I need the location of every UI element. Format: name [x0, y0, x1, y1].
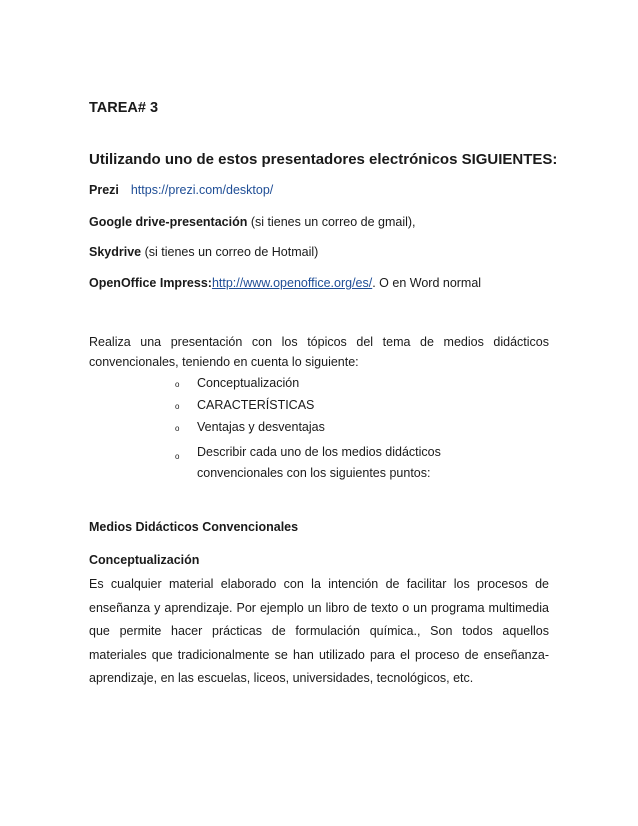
- skydrive-note: (si tienes un correo de Hotmail): [141, 245, 319, 259]
- openoffice-link[interactable]: http://www.openoffice.org/es/: [211, 276, 373, 290]
- prezi-name: Prezi: [89, 183, 119, 197]
- bullet-marker-icon: o: [175, 380, 180, 389]
- skydrive-name: Skydrive: [89, 245, 142, 259]
- instructions-paragraph: Realiza una presentación con los tópicos del tema de medios didácticos convencionales, teniendo en cuenta lo siguiente:: [89, 335, 549, 369]
- section-body: Es cualquier material elaborado con la intención de facilitar los procesos de enseñanza y aprendizaje. Por ejemplo un libro de texto o un programa multimedia que permite hacer prácticas de formulación química., Son todos aquellos materiales que tradicionalmente se han utilizado para el proceso de enseñanza-aprendizaje, en las escuelas, liceos, universidades, tecnológicos, etc.: [89, 577, 549, 685]
- bullet-marker-icon: o: [175, 424, 180, 433]
- bullet-list: [175, 376, 475, 484]
- openoffice-name: OpenOffice Impress:: [89, 276, 212, 290]
- section-subtitle: Conceptualización: [89, 553, 200, 567]
- prezi-link[interactable]: https://prezi.com/desktop/: [130, 183, 274, 197]
- google-note: (si tienes un correo de gmail),: [247, 215, 416, 229]
- skydrive-line: [89, 245, 318, 259]
- list-item: [175, 442, 462, 484]
- bullet-text: CARACTERÍSTICAS: [197, 398, 315, 412]
- main-heading: Utilizando uno de estos presentadores electrónicos SIGUIENTES:: [89, 151, 558, 168]
- bullet-marker-icon: o: [175, 452, 180, 461]
- google-line: [89, 215, 416, 229]
- bullet-marker-icon: o: [175, 402, 180, 411]
- bullet-text: Ventajas y desventajas: [197, 420, 325, 434]
- prezi-line: [89, 183, 273, 197]
- list-item: [175, 420, 475, 442]
- list-item: [175, 376, 475, 398]
- page-title: TAREA# 3: [89, 100, 159, 116]
- section-title: Medios Didácticos Convencionales: [89, 520, 299, 534]
- openoffice-line: [89, 276, 481, 290]
- bullet-text: Describir cada uno de los medios didácticos convencionales con los siguientes puntos:: [197, 445, 441, 480]
- openoffice-tail: . O en Word normal: [372, 276, 482, 290]
- list-item: [175, 398, 475, 420]
- google-name: Google drive-presentación: [89, 215, 248, 229]
- bullet-text: Conceptualización: [197, 376, 300, 390]
